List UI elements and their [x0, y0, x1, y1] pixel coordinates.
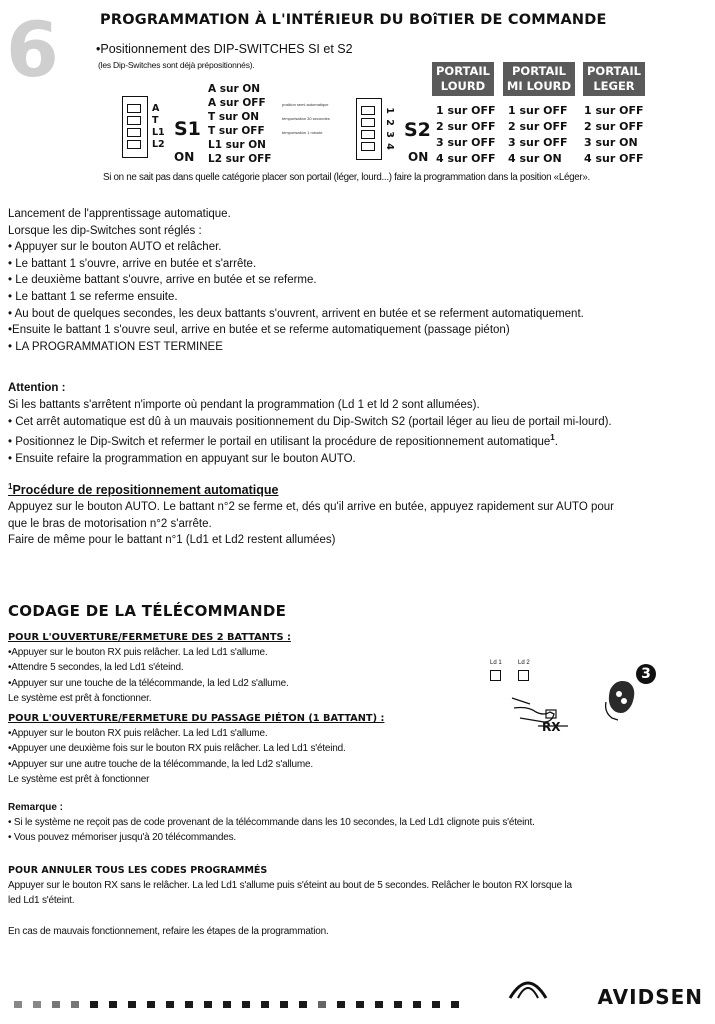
s2-label: S2	[404, 119, 431, 141]
ouverture-block	[8, 630, 291, 707]
footer-square	[128, 1001, 136, 1008]
attention-title: Attention :	[8, 382, 66, 394]
portail-mi-lourd-column	[503, 62, 575, 96]
attention-block	[8, 380, 612, 467]
footer-square	[318, 1001, 326, 1008]
footer-square	[90, 1001, 98, 1008]
s1-small-note: position semi automatique	[282, 102, 329, 107]
footer-square	[432, 1001, 440, 1008]
table-cell: 4 sur OFF	[436, 152, 496, 165]
body-line: que le bras de motorisation n°2 s'arrête.	[8, 517, 212, 530]
footer-square	[356, 1001, 364, 1008]
remarque-title: Remarque :	[8, 802, 64, 813]
body-line: Le système est prêt à fonctionner.	[8, 693, 152, 705]
s1-small-note: temporisation 30 secondes	[282, 116, 330, 121]
annuler-block	[8, 863, 572, 909]
s1-label: S1	[174, 118, 201, 140]
s2-key: 4	[383, 143, 395, 150]
list-item: •Appuyer sur une touche de la télécommande, la led Ld2 s'allume.	[8, 677, 289, 689]
s1-on-label: ON	[174, 150, 195, 164]
footer-square	[261, 1001, 269, 1008]
column-header-line2: MI LOURD	[506, 79, 572, 93]
s2-toggle	[361, 118, 375, 127]
s1-setting: L1 sur ON	[208, 139, 266, 151]
s1-toggle	[127, 140, 141, 149]
body-line: Lorsque les dip-Switches sont réglés :	[8, 224, 202, 237]
footer-square	[14, 1001, 22, 1008]
list-item: •Appuyer sur une autre touche de la télécommande, la led Ld2 s'allume.	[8, 758, 313, 770]
list-item: • Le battant 1 se referme ensuite.	[8, 290, 178, 303]
footer-square	[33, 1001, 41, 1008]
table-cell: 3 sur OFF	[508, 136, 568, 149]
brand-logo: AVIDSEN	[597, 985, 703, 1009]
footer-square	[375, 1001, 383, 1008]
lourd-values	[436, 103, 496, 167]
list-item: •Ensuite le battant 1 s'ouvre seul, arrive en butée et se referme automatiquement (passage piéton)	[8, 324, 510, 337]
footer-square	[52, 1001, 60, 1008]
dysfonctionnement-note: En cas de mauvais fonctionnement, refaire les étapes de la programmation.	[8, 926, 329, 937]
procedure-mark: 1	[8, 482, 13, 491]
category-note: Si on ne sait pas dans quelle catégorie placer son portail (léger, lourd...) faire la programmation dans la position «Léger».	[103, 172, 590, 183]
footer-square	[394, 1001, 402, 1008]
led2-label: Ld 2	[518, 660, 530, 666]
footer-square	[451, 1001, 459, 1008]
list-item: •Appuyer sur le bouton RX puis relâcher. La led Ld1 s'allume.	[8, 728, 268, 739]
dip-preset-note: (les Dip-Switches sont déjà prépositionnés).	[98, 60, 255, 70]
list-item: • Ensuite refaire la programmation en appuyant sur le bouton AUTO.	[8, 452, 356, 465]
list-item: • Le battant 1 s'ouvre, arrive en butée et s'arrête.	[8, 257, 257, 270]
s1-key-a: A	[152, 103, 160, 114]
list-item: • Si le système ne reçoit pas de code provenant de la télécommande dans les 10 secondes, la Led Ld1 clignote puis s'éteint.	[8, 817, 535, 828]
body-line: Le système est prêt à fonctionner	[8, 774, 150, 786]
s2-on-label: ON	[408, 150, 429, 164]
body-line: Faire de même pour le battant n°1 (Ld1 et Ld2 restent allumées)	[8, 534, 336, 547]
s1-setting: T sur OFF	[208, 125, 265, 137]
list-item: • Appuyer sur le bouton AUTO et relâcher.	[8, 241, 222, 254]
body-line: Appuyer sur le bouton RX sans le relâcher. La led Ld1 s'allume puis s'éteint au bout de 5 secondes. Relâcher le bouton RX lorsque la	[8, 880, 572, 891]
table-cell: 2 sur OFF	[436, 120, 496, 133]
brand-logo-icon	[508, 970, 548, 1000]
s1-small-note: temporisation 1 minute	[282, 130, 323, 135]
footer-square	[185, 1001, 193, 1008]
s1-setting: T sur ON	[208, 111, 260, 123]
s2-toggle	[361, 130, 375, 139]
step-badge-number: 3	[641, 666, 651, 682]
footer-square	[337, 1001, 345, 1008]
table-cell: 1 sur OFF	[436, 104, 496, 117]
s2-key: 2	[383, 119, 395, 126]
footer-square	[109, 1001, 117, 1008]
s1-setting: A sur OFF	[208, 97, 266, 109]
table-cell: 1 sur OFF	[508, 104, 568, 117]
pieton-block	[8, 711, 384, 788]
body-line: Lancement de l'apprentissage automatique.	[8, 208, 231, 220]
apprentissage-block	[8, 206, 584, 355]
column-header-line1: PORTAIL	[586, 64, 641, 78]
footer-decoration	[14, 995, 470, 1013]
list-item: • Au bout de quelques secondes, les deux battants s'ouvrent, arrivent en butée et se referment automatiquement.	[8, 307, 584, 320]
list-item: • Le deuxième battant s'ouvre, arrive en butée et se referme.	[8, 274, 317, 287]
annuler-title: POUR ANNULER TOUS LES CODES PROGRAMMÉS	[8, 865, 268, 876]
table-cell: 4 sur ON	[508, 152, 562, 165]
step-badge	[636, 664, 656, 684]
led2-indicator	[518, 670, 529, 681]
portail-lourd-column	[432, 62, 494, 96]
section-number: 6	[6, 5, 59, 94]
s1-toggle	[127, 128, 141, 137]
body-line: Appuyez sur le bouton AUTO. Le battant n°2 se ferme et, dés qu'il arrive en butée, appuyez rapidement sur AUTO pour	[8, 501, 614, 514]
list-item: • Positionnez le Dip-Switch et refermer le portail en utilisant la procédure de repositionnement automatique$^1$.	[8, 433, 558, 449]
codage-title: CODAGE DE LA TÉLÉCOMMANDE	[8, 602, 287, 620]
s2-switch-block	[356, 98, 404, 162]
leger-values	[584, 103, 644, 167]
page-title: PROGRAMMATION À L'INTÉRIEUR DU BOîTIER DE COMMANDE	[100, 12, 607, 28]
led1-label: Ld 1	[490, 660, 502, 666]
table-cell: 3 sur ON	[584, 136, 638, 149]
list-item: •Attendre 5 secondes, la led Ld1 s'éteind.	[8, 662, 184, 674]
s2-key: 3	[383, 131, 395, 138]
rx-diagram	[478, 654, 658, 764]
list-item: • Vous pouvez mémoriser jusqu'à 20 télécommandes.	[8, 832, 236, 844]
mi-lourd-values	[508, 103, 568, 167]
remarque-block	[8, 800, 535, 846]
list-item: • LA PROGRAMMATION EST TERMINEE	[8, 340, 223, 353]
list-item: •Appuyer une deuxième fois sur le bouton RX puis relâcher. La led Ld1 s'éteind.	[8, 743, 346, 755]
s2-key: 1	[383, 107, 395, 114]
table-cell: 4 sur OFF	[584, 152, 644, 165]
s1-key-t: T	[152, 115, 159, 126]
s1-key-l1: L1	[152, 127, 165, 138]
footer-square	[71, 1001, 79, 1008]
column-header	[503, 62, 575, 96]
column-header	[583, 62, 645, 96]
footer-square	[280, 1001, 288, 1008]
footer-square	[147, 1001, 155, 1008]
dip-heading: •Positionnement des DIP-SWITCHES SI et S2	[96, 42, 353, 56]
s1-switch-block	[122, 96, 174, 160]
procedure-title-text: Procédure de repositionnement automatique	[12, 483, 279, 498]
footer-square	[223, 1001, 231, 1008]
column-header-line2: LEGER	[593, 79, 635, 93]
list-item-text: • Positionnez le Dip-Switch et refermer le portail en utilisant la procédure de repositionnement automatique	[8, 436, 551, 449]
pieton-title: POUR L'OUVERTURE/FERMETURE DU PASSAGE PIÉTON (1 BATTANT) :	[8, 713, 385, 724]
footer-square	[204, 1001, 212, 1008]
column-header-line1: PORTAIL	[511, 64, 566, 78]
footer-square	[413, 1001, 421, 1008]
table-cell: 2 sur OFF	[584, 120, 644, 133]
column-header-line2: LOURD	[440, 79, 486, 93]
s2-toggle	[361, 142, 375, 151]
body-line: Si les battants s'arrêtent n'importe où pendant la programmation (Ld 1 et ld 2 sont allumées).	[8, 399, 480, 411]
list-item: • Cet arrêt automatique est dû à un mauvais positionnement du Dip-Switch S2 (portail léger au lieu de portail mi-lourd).	[8, 415, 612, 428]
footer-square	[299, 1001, 307, 1008]
s2-toggle	[361, 106, 375, 115]
table-cell: 1 sur OFF	[584, 104, 644, 117]
list-item: •Appuyer sur le bouton RX puis relâcher. La led Ld1 s'allume.	[8, 647, 268, 658]
s1-setting: L2 sur OFF	[208, 153, 272, 165]
footer-square	[166, 1001, 174, 1008]
procedure-block	[8, 478, 614, 549]
led1-indicator	[490, 670, 501, 681]
table-cell: 2 sur OFF	[508, 120, 568, 133]
rx-label: RX	[542, 720, 561, 734]
s1-toggle	[127, 104, 141, 113]
column-header-line1: PORTAIL	[435, 64, 490, 78]
table-cell: 3 sur OFF	[436, 136, 496, 149]
ouverture-title: POUR L'OUVERTURE/FERMETURE DES 2 BATTANTS :	[8, 632, 291, 643]
footer-square	[242, 1001, 250, 1008]
body-line: led Ld1 s'éteint.	[8, 895, 75, 907]
s1-toggle	[127, 116, 141, 125]
s1-setting: A sur ON	[208, 83, 261, 95]
procedure-title	[8, 478, 614, 499]
s1-key-l2: L2	[152, 139, 165, 150]
footnote-mark: 1	[550, 433, 555, 443]
portail-leger-column	[583, 62, 645, 96]
column-header	[432, 62, 494, 96]
